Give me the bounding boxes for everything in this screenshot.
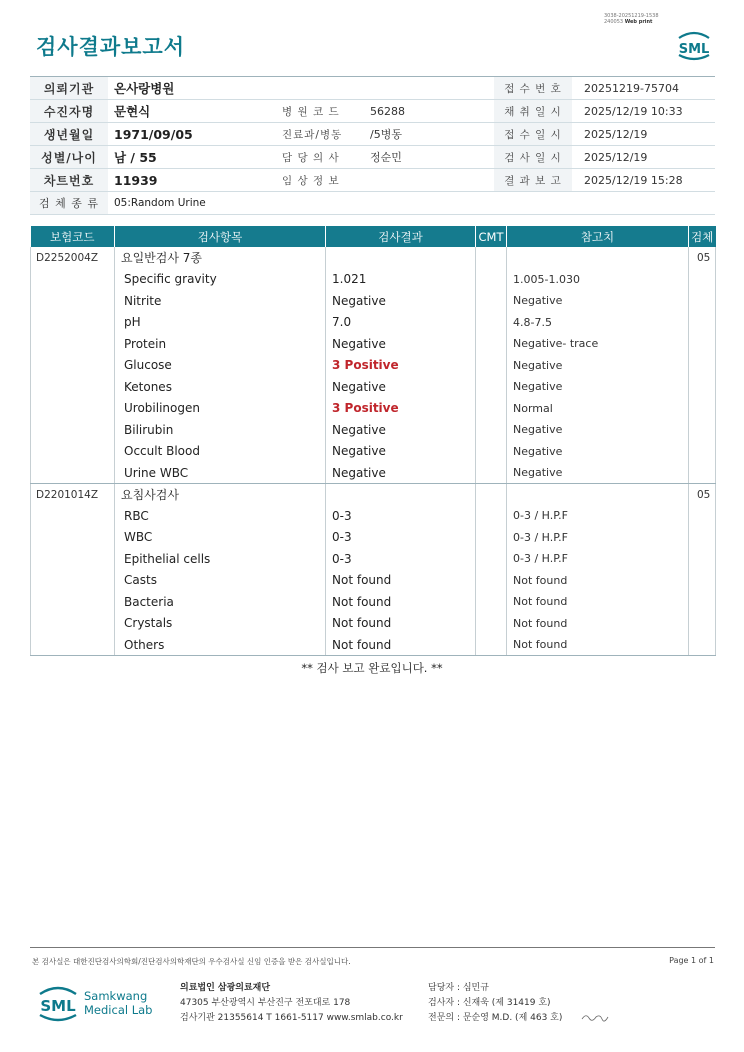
client-label: 의뢰기관 — [30, 77, 108, 100]
staff-manager: 담당자 : 심민규 — [428, 983, 489, 993]
dob-value: 1971/09/05 — [108, 123, 278, 146]
test-item: WBC — [115, 527, 326, 549]
dept-value: /5병동 — [364, 123, 494, 146]
staff-specialist: 전문의 : 문순영 M.D. (제 463 호) — [428, 1013, 563, 1023]
collect-label: 채 취 일 시 — [494, 100, 572, 123]
page-title: 검사결과보고서 — [36, 35, 186, 59]
reference-range: 0-3 / H.P.F — [507, 527, 689, 549]
test-result: Negative — [326, 419, 476, 441]
brand-name-line1: Samkwang — [84, 989, 148, 1003]
insurance-code — [31, 634, 115, 656]
org-info — [180, 981, 403, 1026]
report-value: 2025/12/19 15:28 — [572, 169, 715, 192]
doctor-value: 정순민 — [364, 146, 494, 169]
test-result: Not found — [326, 634, 476, 656]
test-date-value: 2025/12/19 — [572, 146, 715, 169]
insurance-code — [31, 398, 115, 420]
test-result: 7.0 — [326, 312, 476, 334]
test-group-name: 요일반검사 7종 — [115, 247, 326, 269]
brand-name-line2: Medical Lab — [84, 1003, 153, 1017]
receipt-no-value: 20251219-75704 — [572, 77, 715, 100]
print-code-line1: 3038-20251219-1538 — [604, 13, 659, 19]
patient-label: 수진자명 — [30, 100, 108, 123]
test-item: Epithelial cells — [115, 548, 326, 570]
test-result: Not found — [326, 570, 476, 592]
table-row — [31, 613, 716, 635]
cmt-cell — [476, 419, 507, 441]
test-item: Nitrite — [115, 290, 326, 312]
insurance-code — [31, 548, 115, 570]
table-row — [31, 570, 716, 592]
test-result: 0-3 — [326, 505, 476, 527]
table-row — [31, 333, 716, 355]
insurance-code — [31, 613, 115, 635]
insurance-code — [31, 355, 115, 377]
table-row — [31, 419, 716, 441]
insurance-code: D2252004Z — [31, 247, 115, 269]
test-item: Glucose — [115, 355, 326, 377]
reference-range: 1.005-1.030 — [507, 269, 689, 291]
insurance-code — [31, 591, 115, 613]
cmt-cell — [476, 591, 507, 613]
org-contact: 검사기관 21355614 T 1661-5117 www.smlab.co.kr — [180, 1013, 403, 1023]
test-item: Bacteria — [115, 591, 326, 613]
hospital-code-value: 56288 — [364, 100, 494, 123]
logo-top-text: SML — [678, 42, 710, 57]
chart-label: 차트번호 — [30, 169, 108, 192]
cmt-cell — [476, 441, 507, 463]
test-group-row — [31, 247, 716, 269]
reference-range: Negative — [507, 355, 689, 377]
table-row — [31, 527, 716, 549]
logo-bottom-text: SML — [40, 997, 76, 1015]
chart-value: 11939 — [108, 169, 278, 192]
receipt-date-value: 2025/12/19 — [572, 123, 715, 146]
specimen-code — [689, 333, 716, 355]
insurance-code — [31, 505, 115, 527]
staff-tester: 검사자 : 신재욱 (제 31419 호) — [428, 998, 551, 1008]
insurance-code — [31, 419, 115, 441]
org-name: 의료법인 삼광의료재단 — [180, 983, 271, 993]
specimen-code — [689, 312, 716, 334]
specimen-label: 검 체 종 류 — [30, 192, 108, 215]
specimen-code — [689, 419, 716, 441]
reference-range: Not found — [507, 613, 689, 635]
clinical-value — [364, 169, 494, 192]
reference-range: Negative — [507, 290, 689, 312]
sex-age-label: 성별/나이 — [30, 146, 108, 169]
test-item: Urobilinogen — [115, 398, 326, 420]
test-item: Urine WBC — [115, 462, 326, 484]
result-cell — [326, 484, 476, 506]
test-item: RBC — [115, 505, 326, 527]
test-group-row — [31, 484, 716, 506]
test-item: Bilirubin — [115, 419, 326, 441]
reference-range: Negative — [507, 441, 689, 463]
table-row — [31, 548, 716, 570]
test-date-label: 검 사 일 시 — [494, 146, 572, 169]
sex-age-value: 남 / 55 — [108, 146, 278, 169]
specimen-code — [689, 527, 716, 549]
cmt-cell — [476, 527, 507, 549]
patient-info-table — [30, 76, 715, 215]
specimen-code — [689, 441, 716, 463]
staff-info — [428, 981, 562, 1026]
client-value: 온사랑병원 — [108, 77, 494, 100]
web-print-label: Web print — [624, 19, 653, 25]
test-result: 0-3 — [326, 527, 476, 549]
test-result: Negative — [326, 376, 476, 398]
insurance-code — [31, 376, 115, 398]
table-row — [31, 355, 716, 377]
cmt-cell — [476, 398, 507, 420]
specimen-code — [689, 634, 716, 656]
info-row — [30, 146, 715, 169]
reference-range: Not found — [507, 591, 689, 613]
print-code-line2: 240053 — [604, 19, 624, 25]
col-header-result: 검사결과 — [326, 226, 476, 247]
col-header-spec: 검체 — [689, 226, 716, 247]
cmt-cell — [476, 570, 507, 592]
cmt-cell — [476, 333, 507, 355]
test-result: 1.021 — [326, 269, 476, 291]
dob-label: 생년월일 — [30, 123, 108, 146]
reference-range: 0-3 / H.P.F — [507, 548, 689, 570]
table-row — [31, 441, 716, 463]
table-row — [31, 312, 716, 334]
print-code — [604, 13, 659, 25]
clinical-label: 임 상 정 보 — [278, 169, 364, 192]
cmt-cell — [476, 247, 507, 269]
test-result: 3 Positive — [326, 355, 476, 377]
specimen-code — [689, 355, 716, 377]
col-header-item: 검사항목 — [115, 226, 326, 247]
insurance-code — [31, 269, 115, 291]
results-header-row — [31, 226, 716, 247]
insurance-code — [31, 333, 115, 355]
table-row — [31, 269, 716, 291]
cmt-cell — [476, 312, 507, 334]
cmt-cell — [476, 548, 507, 570]
test-item: Casts — [115, 570, 326, 592]
reference-range: Negative — [507, 462, 689, 484]
specimen-code — [689, 376, 716, 398]
table-row — [31, 376, 716, 398]
insurance-code: D2201014Z — [31, 484, 115, 506]
reference-range: Negative- trace — [507, 333, 689, 355]
insurance-code — [31, 570, 115, 592]
reference-range: 4.8-7.5 — [507, 312, 689, 334]
specimen-code — [689, 269, 716, 291]
test-item: pH — [115, 312, 326, 334]
col-header-ref: 참고치 — [507, 226, 689, 247]
specimen-code: 05 — [689, 484, 716, 506]
test-result: Not found — [326, 591, 476, 613]
doctor-label: 담 당 의 사 — [278, 146, 364, 169]
receipt-date-label: 접 수 일 시 — [494, 123, 572, 146]
hospital-code-label: 병 원 코 드 — [278, 100, 364, 123]
col-header-code: 보험코드 — [31, 226, 115, 247]
test-result: Negative — [326, 290, 476, 312]
reference-range: Negative — [507, 419, 689, 441]
test-item: Specific gravity — [115, 269, 326, 291]
test-result: 3 Positive — [326, 398, 476, 420]
reference-range: Negative — [507, 376, 689, 398]
report-label: 결 과 보 고 — [494, 169, 572, 192]
info-row — [30, 192, 715, 215]
page-number: Page 1 of 1 — [669, 956, 714, 965]
ref-cell — [507, 247, 689, 269]
specimen-code — [689, 613, 716, 635]
table-row — [31, 505, 716, 527]
reference-range: Not found — [507, 634, 689, 656]
cmt-cell — [476, 505, 507, 527]
insurance-code — [31, 290, 115, 312]
test-result: Negative — [326, 333, 476, 355]
col-header-cmt: CMT — [476, 226, 507, 247]
test-result: Not found — [326, 613, 476, 635]
test-item: Ketones — [115, 376, 326, 398]
insurance-code — [31, 462, 115, 484]
footer-divider — [30, 947, 715, 948]
reference-range: Not found — [507, 570, 689, 592]
reference-range: 0-3 / H.P.F — [507, 505, 689, 527]
dept-label: 진료과/병동 — [278, 123, 364, 146]
test-result: 0-3 — [326, 548, 476, 570]
specimen-code — [689, 591, 716, 613]
specimen-value: 05:Random Urine — [108, 192, 715, 215]
cmt-cell — [476, 355, 507, 377]
test-item: Protein — [115, 333, 326, 355]
receipt-no-label: 접 수 번 호 — [494, 77, 572, 100]
table-row — [31, 462, 716, 484]
results-table — [30, 226, 716, 656]
test-item: Occult Blood — [115, 441, 326, 463]
specimen-code — [689, 548, 716, 570]
table-row — [31, 591, 716, 613]
cmt-cell — [476, 613, 507, 635]
reference-range: Normal — [507, 398, 689, 420]
specimen-code — [689, 505, 716, 527]
table-row — [31, 634, 716, 656]
table-row — [31, 398, 716, 420]
test-result: Negative — [326, 462, 476, 484]
specimen-code: 05 — [689, 247, 716, 269]
accreditation-note: 본 검사실은 대한진단검사의학회/진단검사의학재단의 우수검사실 신임 인증을 받은 검사실입니다. — [32, 957, 351, 966]
specimen-code — [689, 290, 716, 312]
cmt-cell — [476, 634, 507, 656]
insurance-code — [31, 441, 115, 463]
ref-cell — [507, 484, 689, 506]
test-result: Negative — [326, 441, 476, 463]
sml-footer-logo-icon — [38, 980, 158, 1026]
report-complete-note: ** 검사 보고 완료입니다. ** — [301, 661, 443, 675]
specimen-code — [689, 570, 716, 592]
info-row — [30, 169, 715, 192]
cmt-cell — [476, 484, 507, 506]
test-group-name: 요침사검사 — [115, 484, 326, 506]
signature-mark — [580, 1011, 610, 1023]
cmt-cell — [476, 269, 507, 291]
insurance-code — [31, 312, 115, 334]
info-row — [30, 123, 715, 146]
specimen-code — [689, 462, 716, 484]
insurance-code — [31, 527, 115, 549]
sml-logo-icon — [674, 28, 714, 62]
result-cell — [326, 247, 476, 269]
info-row — [30, 100, 715, 123]
collect-value: 2025/12/19 10:33 — [572, 100, 715, 123]
test-item: Others — [115, 634, 326, 656]
specimen-code — [689, 398, 716, 420]
cmt-cell — [476, 376, 507, 398]
table-row — [31, 290, 716, 312]
info-row — [30, 77, 715, 100]
cmt-cell — [476, 462, 507, 484]
cmt-cell — [476, 290, 507, 312]
patient-value: 문현식 — [108, 100, 278, 123]
results-body — [31, 247, 716, 656]
org-address: 47305 부산광역시 부산진구 전포대로 178 — [180, 998, 351, 1008]
test-item: Crystals — [115, 613, 326, 635]
